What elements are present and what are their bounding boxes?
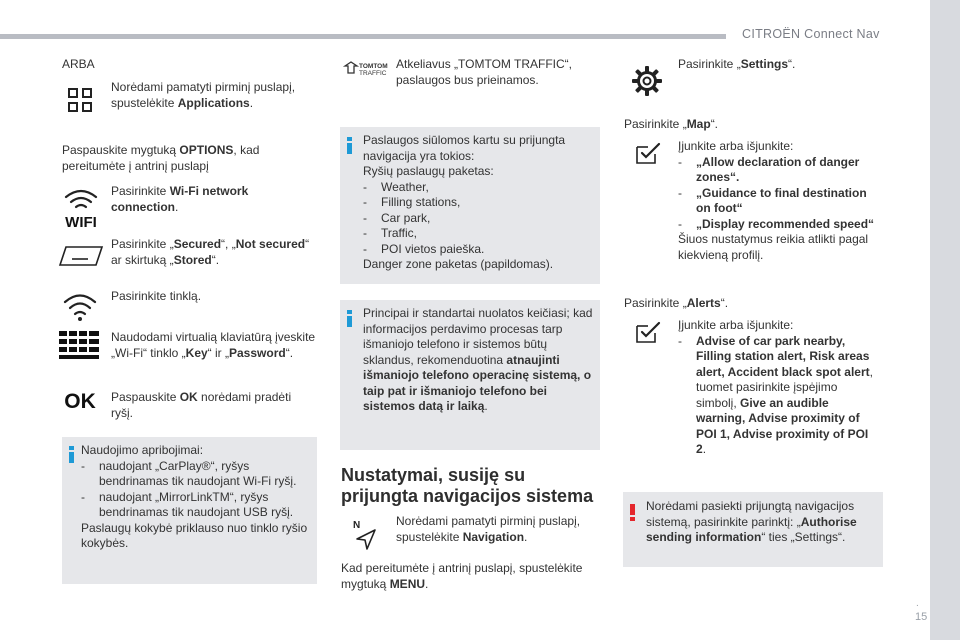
svg-text:TOMTOM: TOMTOM — [359, 63, 388, 70]
list-item: - naudojant „CarPlay®“, ryšys bendrinamas tik naudojant Wi-Fi ryšį. — [81, 458, 297, 488]
smartphone-update-infobox — [340, 300, 600, 450]
keyboard-icon — [58, 330, 100, 360]
list-item: - POI vietos paieška. — [363, 241, 485, 256]
list-item: - Weather, — [363, 179, 429, 194]
list-item: - „Allow declaration of danger zones“. — [678, 154, 860, 184]
list-item: - Advise of car park nearby, Filling station alert, Risk areas alert, Accident black spot alert, tuomet pasirinkite įspėjimo simbolį, Give an audible warning, Advise proximity of POI 1, Advise proximity of POI 2. — [678, 333, 873, 456]
applications-instruction: Norėdami pamatyti pirminį puslapį, spustelėkite Applications. — [111, 80, 296, 110]
svg-text:N: N — [353, 520, 361, 531]
alerts-instruction: Pasirinkite „Alerts“. — [624, 296, 729, 310]
navigation-instruction: Norėdami pamatyti pirminį puslapį, spustelėkite Navigation. — [396, 514, 581, 544]
warning-icon — [630, 504, 635, 521]
services-intro: Paslaugos siūlomos kartu su prijungta navigacija yra tokios: — [363, 133, 566, 163]
profile-note: Šiuos nustatymus reikia atlikti pagal kiekvieną profilį. — [678, 232, 869, 262]
services-pack-title: Ryšių paslaugų paketas: — [363, 164, 494, 178]
toggle-settings-map: Įjunkite arba išjunkite: - „Allow declaration of danger zones“. - „Guidance to final destination on foot“ - „Display recommended speed“ Šiuos nustatymus reikia atlikti pagal kiekvieną profilį. — [678, 139, 878, 263]
svg-text:TRAFFIC: TRAFFIC — [359, 70, 387, 77]
svg-text:WIFI: WIFI — [65, 214, 97, 229]
info-icon — [347, 137, 352, 154]
list-item: - „Display recommended speed“ — [678, 216, 875, 231]
map-instruction: Pasirinkite „Map“. — [624, 117, 719, 131]
authorise-warning-text: Norėdami pasiekti prijungtą navigacijos sistemą, pasirinkite parinktį: „Authorise sending information“ ties „Settings“. — [646, 499, 857, 544]
services-footer: Danger zone paketas (papildomas). — [363, 257, 554, 271]
usage-limits-footer: Paslaugų kokybė priklauso nuo tinklo ryšio kokybės. — [81, 520, 308, 550]
tomtom-traffic-logo-icon — [342, 58, 388, 84]
arba-label: ARBA — [62, 57, 95, 71]
info-icon — [69, 446, 74, 463]
info-icon — [347, 310, 352, 327]
services-infobox — [340, 127, 600, 284]
choose-network-instruction: Pasirinkite tinklą. — [111, 289, 202, 303]
header-rule — [0, 34, 726, 39]
smartphone-update-text: Principai ir standartai nuolatos keičiasi; kad informacijos perdavimo procesas tarp išmaniojo telefono ir sistemos būtų sklandus, rekomenduotina atnaujinti išmaniojo telefono operacinę sistemą, o taip pat ir išmaniojo telefono bei sistemos datą ir laiką. — [363, 306, 593, 413]
brand-header: CITROËN Connect Nav — [742, 27, 880, 41]
wifi-icon — [58, 185, 104, 229]
navigation-icon — [352, 516, 380, 552]
usage-limits-infobox — [62, 437, 317, 584]
ok-instruction: Paspauskite OK norėdami pradėti ryšį. — [111, 390, 292, 420]
virtual-keyboard-instruction: Naudodami virtualią klaviatūrą įveskite „Wi-Fi“ tinklo „Key“ ir „Password“. — [111, 330, 316, 360]
page-edge-band — [930, 0, 960, 640]
tomtom-traffic-text: Atkeliavus „TOMTOM TRAFFIC“, paslaugos bus prieinamos. — [396, 57, 573, 87]
toggle-settings-alerts: Įjunkite arba išjunkite: - Advise of car park nearby, Filling station alert, Risk areas alert, Accident black spot alert, tuomet pasirinkite įspėjimo simbolį, Give an audible warning, Advise proximity of POI 1, Advise proximity of POI 2. — [678, 318, 878, 458]
list-item: - Filling stations, — [363, 195, 461, 209]
wifi-connection-instruction: Pasirinkite Wi-Fi network connection. — [111, 184, 249, 214]
checkbox-checked-icon — [633, 141, 663, 167]
list-item: - naudojant „MirrorLinkTM“, ryšys bendrinamas tik naudojant USB ryšį. — [81, 489, 294, 519]
menu-instruction: Kad pereitumėte į antrinį puslapį, spustelėkite mygtuką MENU. — [341, 561, 583, 591]
tab-selector-icon — [58, 242, 104, 270]
gear-icon — [630, 64, 664, 98]
applications-grid-icon — [64, 84, 96, 116]
ok-icon: OK — [64, 390, 96, 413]
list-item: - „Guidance to final destination on foot“ — [678, 185, 867, 215]
list-item: - Traffic, — [363, 226, 418, 240]
settings-instruction: Pasirinkite „Settings“. — [678, 57, 796, 71]
section-title: Nustatymai, susiję su prijungta navigacijos sistema — [341, 465, 594, 506]
checkbox-checked-icon — [633, 320, 663, 346]
usage-limits-title: Naudojimo apribojimai: — [81, 443, 204, 457]
wifi-signal-icon — [60, 290, 100, 324]
authorise-warning-box — [623, 492, 883, 567]
page-dot: . — [916, 598, 919, 609]
page-number: 15 — [915, 611, 928, 623]
secured-instruction: Pasirinkite „Secured“, „Not secured“ ar skirtuką „Stored“. — [111, 237, 310, 267]
options-instruction: Paspauskite mygtuką OPTIONS, kad pereitumėte į antrinį puslapį — [62, 143, 260, 173]
list-item: - Car park, — [363, 210, 431, 225]
